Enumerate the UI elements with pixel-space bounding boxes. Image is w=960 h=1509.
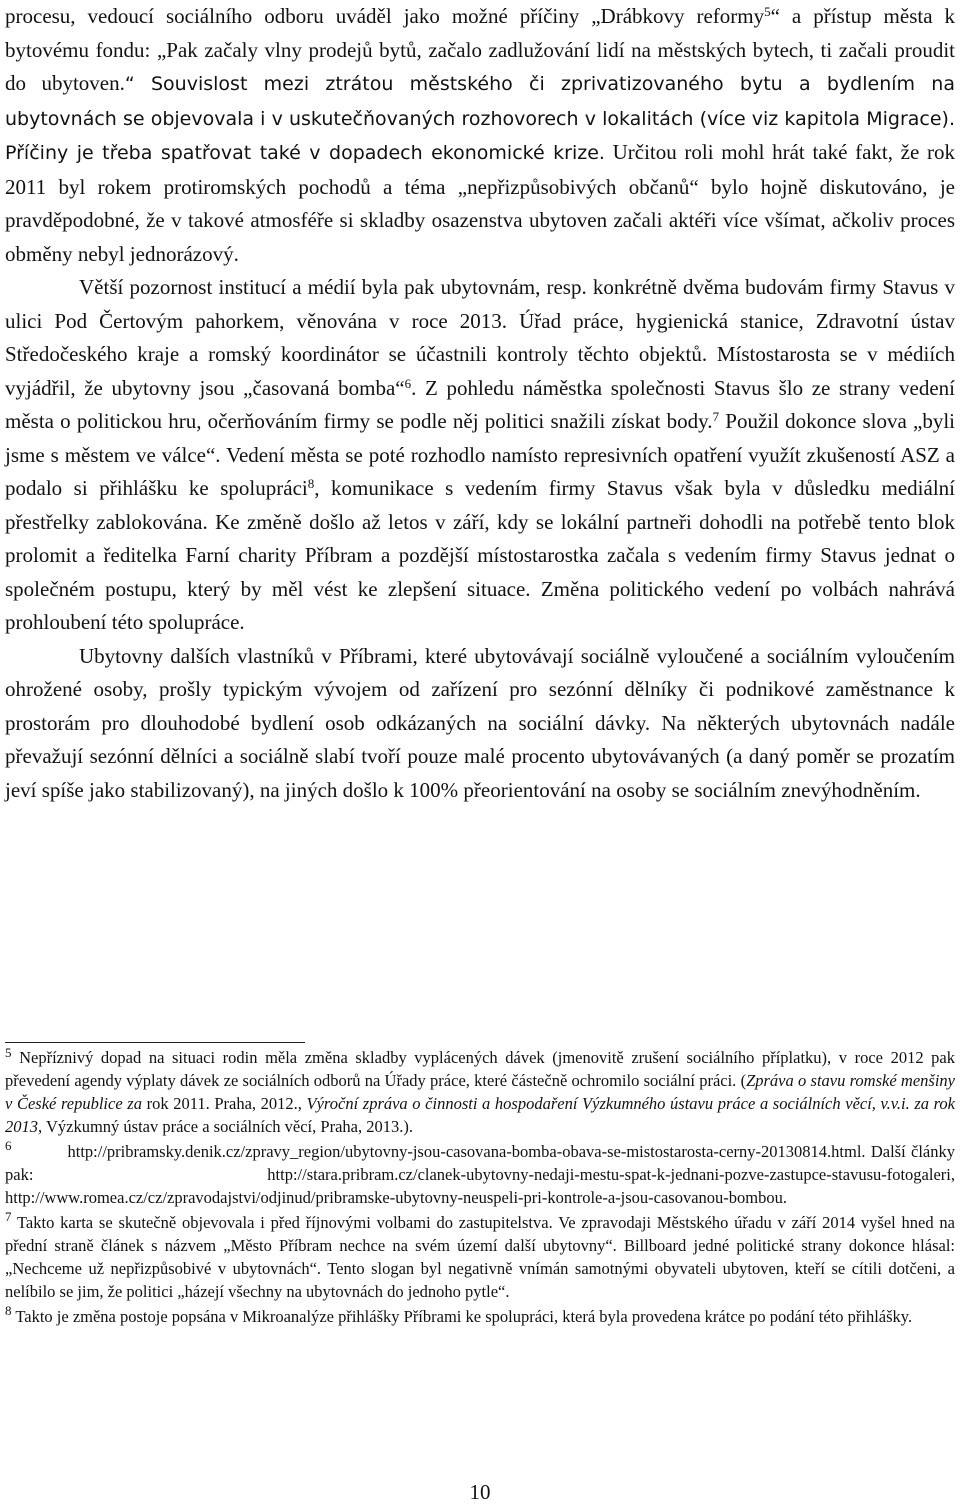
p1-text-c: “ Souvislost mezi ztrátou městského či zprivatizovaného bytu a bydlením na ubytovnách se objevovala i v uskutečňovaných rozhovorech v lokalitách (více viz kapitola Migrace).	[5, 73, 955, 130]
footnotes	[5, 1046, 955, 1328]
footnote-number: 7	[5, 1209, 12, 1224]
footnote-7	[5, 1211, 955, 1303]
footnote-number: 8	[5, 1303, 12, 1318]
p1-text-e: Určitou roli mohl hrát také fakt, že rok 2011 byl rokem protiromských pochodů a téma „nepřizpůsobivých občanů“ bylo hojně diskutováno, je pravděpodobné, že v takové atmosféře si skladby osazenstva ubytoven začali aktéři více všímat, ačkoliv proces obměny nebyl jednorázový.	[5, 140, 955, 266]
p2-text-e: . Z pohledu náměstka společnosti Stavus šlo ze strany vedení města o politickou hru, očerňováním firmy se podle něj politici snažili získat body.	[5, 375, 955, 433]
footnote-ref-8[interactable]: 8	[307, 476, 315, 491]
footnote-7-text: Takto karta se skutečně objevovala i před říjnovými volbami do zastupitelstva. Ve zpravodaji Městského úřadu v září 2014 vyšel hned na přední straně článek s názvem „Město Příbram nechce na svém území další ubytovny“. Billboard jedné politické strany dokonce hlásal: „Nechceme už nepřizpůsobivé v ubytovnách“. Tento slogan byl negativně vnímán samotnými obyvateli ubytoven, kteří se cítili dotčeni, a nelíbilo se jim, že politici „házejí všechny na ubytovnách do jednoho pytle“.	[5, 1213, 955, 1301]
paragraph-3: Ubytovny dalších vlastníků v Příbrami, které ubytovávají sociálně vyloučené a sociálním vyloučením ohrožené osoby, prošly typickým vývojem od zařízení pro sezónní dělníky či podnikové zaměstnance k prostorám pro dlouhodobé bydlení osob odkázaných na sociální dávky. Na některých ubytovnách nadále převažují sezónní dělníci a sociálně slabí tvoří pouze malé procento ubytovávaných (a daný poměr se prozatím jeví spíše jako stabilizovaný), na jiných došlo k 100% přeorientování na osoby se sociálním znevýhodněním.	[5, 643, 955, 802]
footnote-6-links[interactable]: http://pribramsky.denik.cz/zpravy_region/ubytovny-jsou-casovana-bomba-obava-se-mistostarosta-cerny-20130814.html. Další články pak: http://stara.pribram.cz/clanek-ubytovny-nedaji-mestu-spat-k-jednani-pozve-zastupce-stavusu-fotogaleri, http://www.romea.cz/cz/zpravodajstvi/odjinud/pribramske-ubytovny-neuspeli-pri-kontrole-a-jsou-casovanou-bombou.	[5, 1142, 955, 1207]
p2-text-b: konkrétně dvěma budovám firmy Stavus v ulici Pod Čertovým pahorkem, věnována v roce 2013.	[5, 275, 955, 333]
p2-text-f: Použil dokonce slova „byli jsme s městem ve válce“. Vedení města se poté rozhodlo namísto represivních opatření využít zkušeností ASZ a podalo si přihlášku ke spolupráci	[5, 409, 955, 500]
footnote-5-text-c: rok 2011. Praha, 2012.,	[141, 1094, 307, 1113]
footnote-separator	[5, 1042, 305, 1043]
p2-text-a: Větší pozornost institucí a médií byla pak ubytovnám, resp.	[79, 275, 587, 299]
footnote-5-text-a: Nepříznivý dopad na situaci rodin měla změna skladby vyplácených dávek (jmenovitě zrušení sociálního příplatku), v roce 2012 pak převedení agendy výplaty dávek ze sociálních odborů na Úřady práce, které částečně ochromilo sociální práci. (	[5, 1048, 955, 1090]
p1-text-b: “ a přístup města k bytovému fondu: „Pak začaly vlny prodejů bytů, začalo zadlužování lidí na městských bytech, ti začali proudit do ubytoven.	[5, 4, 955, 95]
footnote-ref-7[interactable]: 7	[712, 409, 720, 424]
p2-text-c: Úřad práce, hygienická stanice, Zdravotní ústav Středočeského kraje a romský koordinátor se účastnili kontroly těchto objektů.	[5, 308, 955, 366]
page-number: 10	[469, 1480, 491, 1504]
footnote-number: 6	[5, 1138, 12, 1153]
footnote-5-text-d: Výroční zpráva o činnosti a hospodaření Výzkumného ústavu práce a sociálních věcí, v.v.i. za rok 2013	[5, 1094, 956, 1136]
p2-text-g: , komunikace s vedením firmy Stavus však byla v důsledku mediální přestřelky zablokována. Ke změně došlo až letos v září, kdy se lokální partneři dohodli na potřebě tento blok prolomit a ředitelka Farní charity Příbram a pozdější místostarostka začala s vedením firmy Stavus jednat o společném postupu, který by měl vést ke zlepšení situace. Změna politického vedení po volbách nahrává prohloubení této spolupráce.	[5, 476, 955, 634]
p2-text-d: Místostarosta se v médiích vyjádřil, že ubytovny jsou „časovaná bomba“	[5, 342, 955, 400]
footnote-ref-6[interactable]: 6	[404, 375, 412, 391]
footnote-6	[5, 1140, 955, 1209]
footnote-number: 5	[5, 1045, 12, 1060]
paragraph-2	[5, 271, 955, 640]
footnote-8	[5, 1305, 955, 1328]
footnote-ref-5[interactable]: 5	[764, 4, 771, 19]
footnote-5-text-e: , Výzkumný ústav práce a sociálních věcí, Praha, 2013.).	[38, 1117, 413, 1136]
footnote-5-text-b: Zpráva o stavu romské menšiny v České republice za	[5, 1071, 955, 1113]
footnote-5	[5, 1046, 955, 1138]
body-text	[5, 0, 955, 807]
p1-text-a: procesu, vedoucí sociálního odboru uváděl jako možné příčiny „Drábkovy reformy	[5, 4, 765, 28]
footnote-8-text: Takto je změna postoje popsána v Mikroanalýze přihlášky Příbrami ke spolupráci, která byla provedena krátce po podání této přihlášky.	[11, 1307, 913, 1326]
paragraph-1	[5, 0, 955, 271]
p1-text-d: Příčiny je třeba spatřovat také v dopadech ekonomické krize.	[5, 142, 605, 164]
